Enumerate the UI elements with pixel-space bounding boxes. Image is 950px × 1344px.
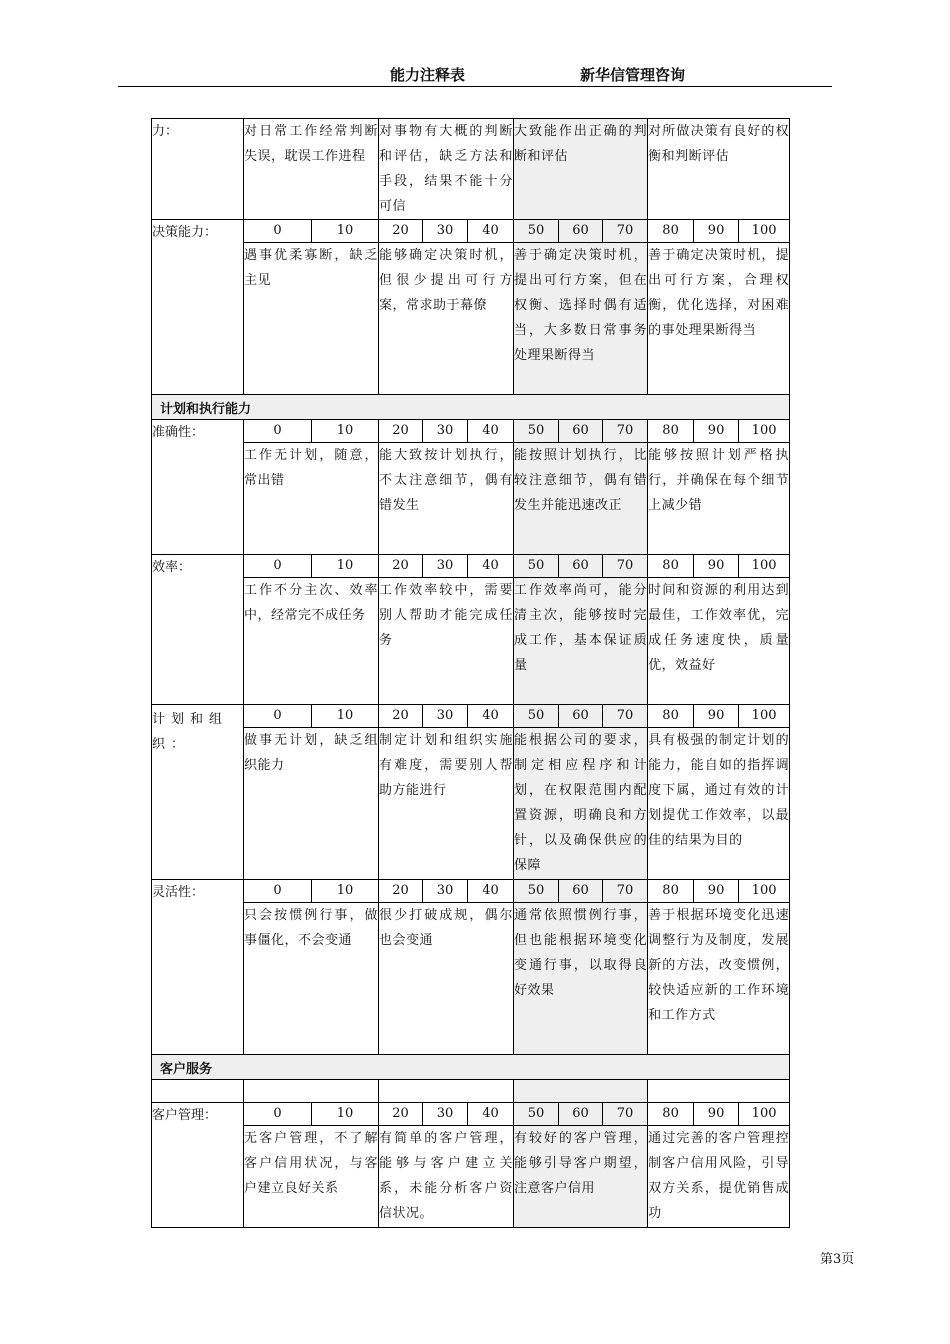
score-cell: 10: [312, 555, 379, 578]
desc-level-1: 工作无计划，随意，常出错: [244, 443, 379, 555]
desc-level-2: 能大致按计划执行，不太注意细节，偶有错发生: [379, 443, 514, 555]
score-cell: 10: [312, 420, 379, 443]
score-cell: 0: [244, 420, 312, 443]
desc-level-4: 具有极强的制定计划的能力，能自如的指挥调度下属，通过有效的计划提优工作效率，以最佳的结果为目的: [648, 728, 790, 880]
score-cell: 40: [468, 220, 514, 243]
desc-level-1: 遇事优柔寡断，缺乏主见: [244, 243, 379, 395]
score-cell: 50: [514, 1103, 559, 1126]
score-cell: 70: [603, 220, 648, 243]
score-cell: 10: [312, 705, 379, 728]
score-cell: 80: [648, 220, 694, 243]
row-label: 效率：: [152, 555, 244, 705]
company-name: 新华信管理咨询: [580, 66, 686, 84]
score-cell: 70: [603, 1103, 648, 1126]
desc-level-2: 有简单的客户管理，能够与客户建立关系，未能分析客户资信状况。: [379, 1126, 514, 1228]
desc-level-3: 能按照计划执行，比较注意细节，偶有错发生并能迅速改正: [514, 443, 648, 555]
page-number: 第3页: [820, 1252, 855, 1267]
score-cell: 0: [244, 220, 312, 243]
desc-level-4: 能够按照计划严格执行，并确保在每个细节上减少错: [648, 443, 790, 555]
score-cell: 10: [312, 880, 379, 903]
score-cell: 60: [559, 555, 603, 578]
score-cell: 30: [423, 555, 468, 578]
desc-level-2: 很少打破成规，偶尔也会变通: [379, 903, 514, 1055]
score-cell: 40: [468, 555, 514, 578]
score-cell: 80: [648, 705, 694, 728]
score-cell: 40: [468, 420, 514, 443]
section-row: [152, 395, 790, 420]
score-cell: 0: [244, 880, 312, 903]
score-cell: 90: [694, 705, 739, 728]
score-cell: 80: [648, 880, 694, 903]
score-row: [152, 555, 790, 578]
desc-level-1: 工作不分主次、效率中，经常完不成任务: [244, 578, 379, 705]
desc-level-3: 工作效率尚可，能分清主次，能够按时完成工作，基本保证质量: [514, 578, 648, 705]
score-cell: 50: [514, 705, 559, 728]
desc-level-4: 善于根据环境变化迅速调整行为及制度，发展新的方法，改变惯例，较快适应新的工作环境和工作方式: [648, 903, 790, 1055]
score-cell: 30: [423, 1103, 468, 1126]
desc-level-3: 通常依照惯例行事，但也能根据环境变化变通行事，以取得良好效果: [514, 903, 648, 1055]
score-cell: 80: [648, 555, 694, 578]
desc-level-1: 只会按惯例行事，做事僵化，不会变通: [244, 903, 379, 1055]
score-cell: 60: [559, 420, 603, 443]
score-row: [152, 880, 790, 903]
desc-level-3: 有较好的客户管理，能够引导客户期望，注意客户信用: [514, 1126, 648, 1228]
score-cell: 70: [603, 880, 648, 903]
score-cell: 90: [694, 880, 739, 903]
score-cell: 90: [694, 220, 739, 243]
score-cell: 80: [648, 1103, 694, 1126]
score-cell: 20: [379, 1103, 423, 1126]
table-row: [152, 119, 790, 220]
desc-level-1: 做事无计划，缺乏组织能力: [244, 728, 379, 880]
score-cell: 60: [559, 880, 603, 903]
section-row: [152, 1055, 790, 1080]
row-label: 准确性：: [152, 420, 244, 555]
desc-level-4: 通过完善的客户管理控制客户信用风险，引导双方关系，提优销售成功: [648, 1126, 790, 1228]
score-cell: 90: [694, 1103, 739, 1126]
score-cell: 40: [468, 1103, 514, 1126]
score-cell: 40: [468, 880, 514, 903]
desc-level-3: 大致能作出正确的判断和评估: [514, 119, 648, 220]
desc-level-2: 制定计划和组织实施有难度，需要别人帮助方能进行: [379, 728, 514, 880]
desc-level-4: 对所做决策有良好的权衡和判断评估: [648, 119, 790, 220]
score-cell: 90: [694, 555, 739, 578]
section-title: 客户服务: [152, 1055, 790, 1080]
desc-row: [152, 243, 790, 395]
score-cell: 90: [694, 420, 739, 443]
score-cell: 70: [603, 705, 648, 728]
score-cell: 30: [423, 880, 468, 903]
desc-level-2: 对事物有大概的判断和评估，缺乏方法和手段，结果不能十分可信: [379, 119, 514, 220]
desc-row: [152, 903, 790, 1055]
score-cell: 100: [739, 220, 790, 243]
score-cell: 40: [468, 705, 514, 728]
page-header: [118, 64, 832, 87]
score-cell: 100: [739, 555, 790, 578]
score-cell: 60: [559, 220, 603, 243]
desc-level-1: 无客户管理，不了解客户信用状况，与客户建立良好关系: [244, 1126, 379, 1228]
score-cell: 50: [514, 555, 559, 578]
score-cell: 0: [244, 1103, 312, 1126]
desc-row: [152, 728, 790, 880]
desc-row: [152, 443, 790, 555]
score-row: [152, 705, 790, 728]
score-cell: 70: [603, 555, 648, 578]
score-cell: 100: [739, 705, 790, 728]
score-cell: 50: [514, 880, 559, 903]
score-cell: 60: [559, 705, 603, 728]
score-cell: 100: [739, 420, 790, 443]
score-cell: 20: [379, 420, 423, 443]
score-cell: 20: [379, 880, 423, 903]
score-cell: 50: [514, 220, 559, 243]
document-title: 能力注释表: [390, 66, 466, 84]
desc-level-4: 时间和资源的利用达到最佳，工作效率优，完成任务速度快，质量优，效益好: [648, 578, 790, 705]
score-cell: 20: [379, 555, 423, 578]
score-row: [152, 220, 790, 243]
score-cell: 30: [423, 420, 468, 443]
desc-level-2: 能够确定决策时机，但很少提出可行方案，常求助于幕僚: [379, 243, 514, 395]
score-cell: 10: [312, 220, 379, 243]
score-cell: 100: [739, 880, 790, 903]
score-cell: 10: [312, 1103, 379, 1126]
row-label: 计划和组织：: [152, 705, 244, 880]
score-cell: 20: [379, 220, 423, 243]
score-cell: 30: [423, 220, 468, 243]
section-title: 计划和执行能力: [152, 395, 790, 420]
blank-row: [152, 1080, 790, 1103]
row-label: 客户管理：: [152, 1103, 244, 1228]
row-label: 灵活性：: [152, 880, 244, 1055]
score-cell: 70: [603, 420, 648, 443]
score-row: [152, 420, 790, 443]
desc-level-4: 善于确定决策时机，提出可行方案，合理权衡，优化选择，对困难的事处理果断得当: [648, 243, 790, 395]
score-cell: 50: [514, 420, 559, 443]
score-cell: 100: [739, 1103, 790, 1126]
score-cell: 60: [559, 1103, 603, 1126]
desc-level-2: 工作效率较中，需要别人帮助才能完成任务: [379, 578, 514, 705]
desc-level-1: 对日常工作经常判断失误，耽误工作进程: [244, 119, 379, 220]
desc-row: [152, 1126, 790, 1228]
desc-row: [152, 578, 790, 705]
score-row: [152, 1103, 790, 1126]
desc-level-3: 善于确定决策时机，提出可行方案，但在权衡、选择时偶有适当，大多数日常事务处理果断得当: [514, 243, 648, 395]
score-cell: 20: [379, 705, 423, 728]
competency-table: [151, 118, 790, 1228]
desc-level-3: 能根据公司的要求，制定相应程序和计划，在权限范围内配置资源，明确良和方针，以及确保供应的保障: [514, 728, 648, 880]
row-label: 决策能力：: [152, 220, 244, 395]
score-cell: 30: [423, 705, 468, 728]
score-cell: 80: [648, 420, 694, 443]
row-label: 力：: [152, 119, 244, 220]
score-cell: 0: [244, 555, 312, 578]
score-cell: 0: [244, 705, 312, 728]
